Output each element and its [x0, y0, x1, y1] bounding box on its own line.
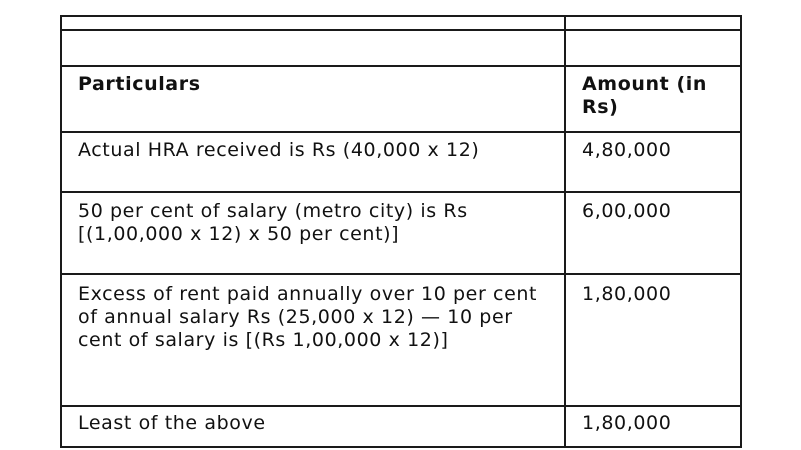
table-row — [61, 274, 741, 406]
empty-row — [61, 16, 741, 30]
particulars-cell: 50 per cent of salary (metro city) is Rs [(1,00,000 x 12) x 50 per cent)] — [61, 192, 565, 274]
amount-header: Amount (in Rs) — [565, 66, 741, 132]
empty-row — [61, 30, 741, 66]
amount-cell: 1,80,000 — [565, 406, 741, 447]
empty-cell — [565, 16, 741, 30]
empty-cell — [565, 30, 741, 66]
empty-cell — [61, 16, 565, 30]
amount-cell: 4,80,000 — [565, 132, 741, 192]
empty-cell — [61, 30, 565, 66]
table-row — [61, 406, 741, 447]
table-row — [61, 192, 741, 274]
amount-cell: 6,00,000 — [565, 192, 741, 274]
particulars-header: Particulars — [61, 66, 565, 132]
amount-cell: 1,80,000 — [565, 274, 741, 406]
hra-calculation-table — [60, 15, 742, 448]
table-row — [61, 132, 741, 192]
table-header-row — [61, 66, 741, 132]
particulars-cell: Actual HRA received is Rs (40,000 x 12) — [61, 132, 565, 192]
particulars-cell: Excess of rent paid annually over 10 per cent of annual salary Rs (25,000 x 12) — 10 per cent of salary is [(Rs 1,00,000 x 12)] — [61, 274, 565, 406]
particulars-cell: Least of the above — [61, 406, 565, 447]
